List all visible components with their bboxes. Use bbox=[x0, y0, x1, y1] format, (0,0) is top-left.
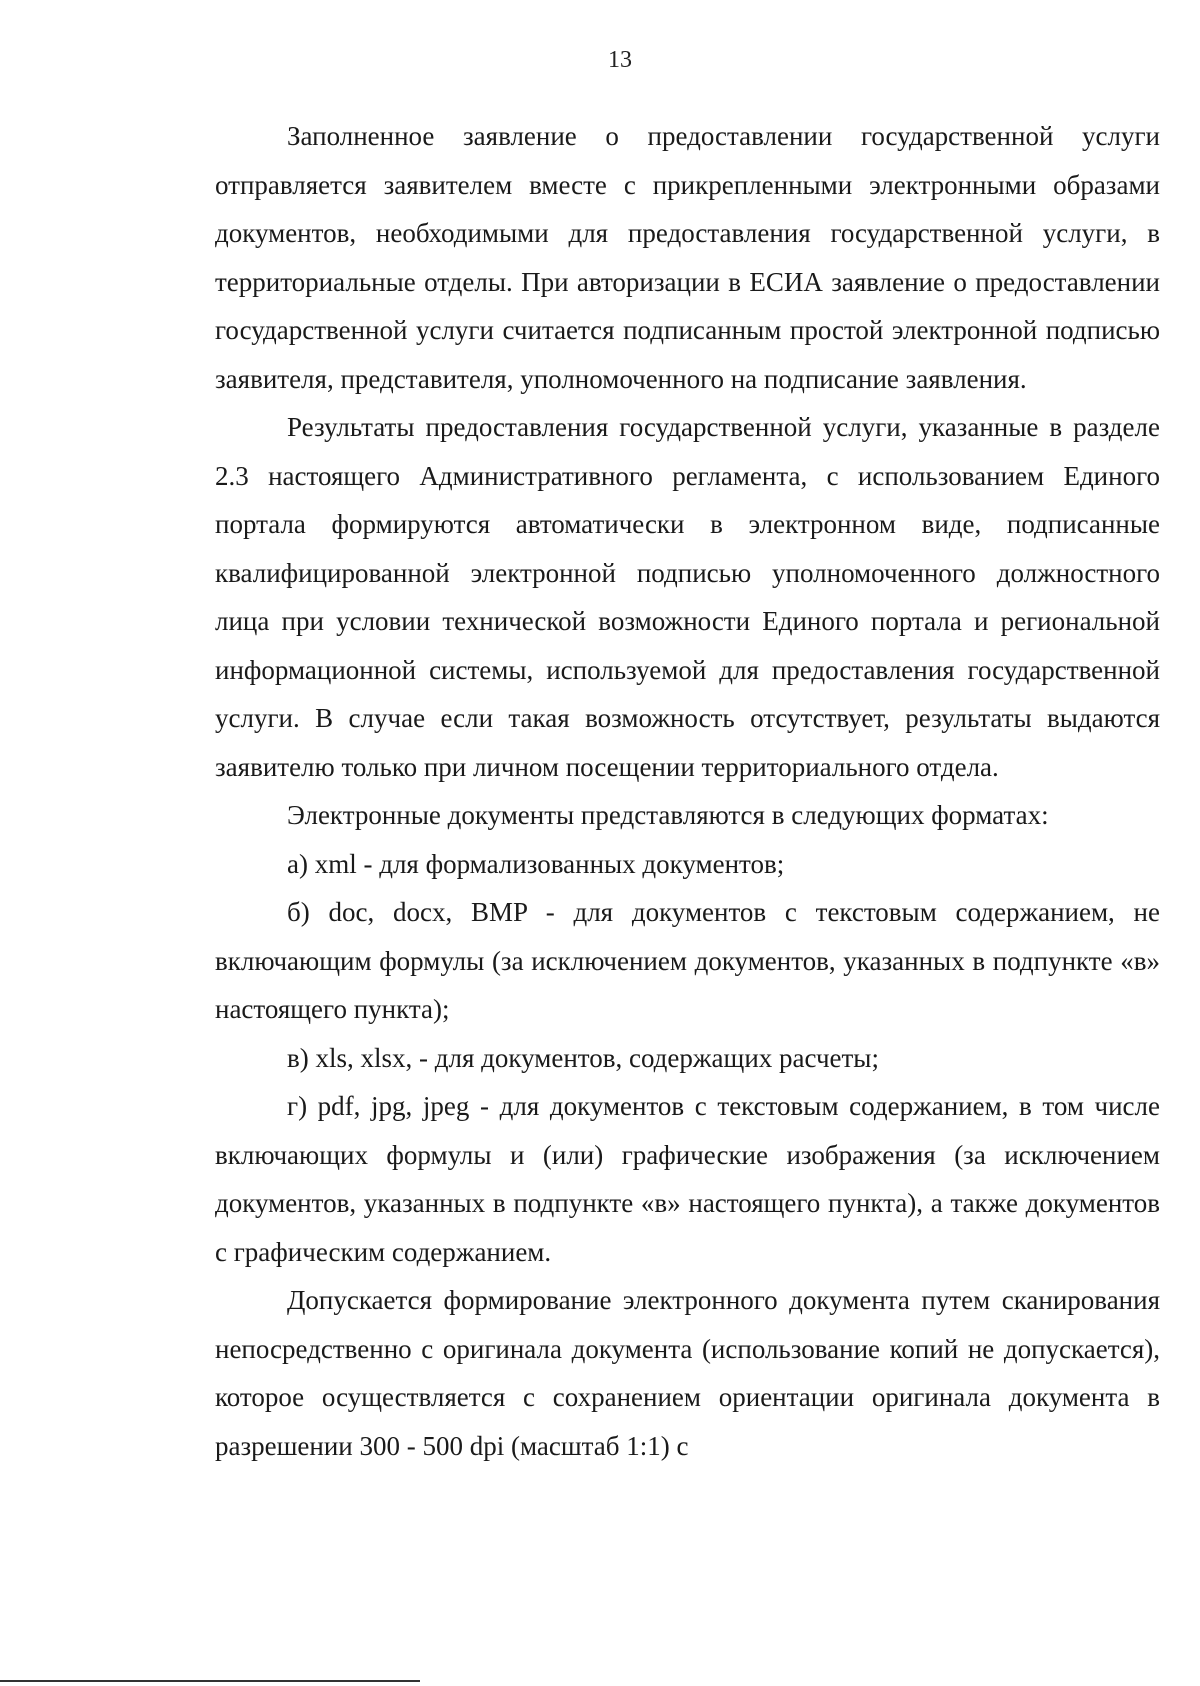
list-item-format-g: г) pdf, jpg, jpeg - для документов с текстовым содержанием, в том числе включающих формулы и (или) графические изображения (за исключением документов, указанных в подпункте «в» настоящего пункта), а также документов с графическим содержанием. bbox=[215, 1091, 1160, 1267]
bottom-rule bbox=[0, 1680, 420, 1682]
paragraph-application-submission: Заполненное заявление о предоставлении государственной услуги отправляется заявителем вместе с прикрепленными электронными образами документов, необходимыми для предоставления государственной услуги, в территориальные отделы. При авторизации в ЕСИА заявление о предоставлении государственной услуги считается подписанным простой электронной подписью заявителя, представителя, уполномоченного на подписание заявления. bbox=[215, 121, 1160, 394]
list-item-format-a: а) xml - для формализованных документов; bbox=[287, 848, 785, 879]
paragraph-scanning: Допускается формирование электронного документа путем сканирования непосредственно с оригинала документа (использование копий не допускается), которое осуществляется с сохранением ориентации оригинала документа в разрешении 300 - 500 dpi (масштаб 1:1) с bbox=[215, 1285, 1160, 1461]
page-number: 13 bbox=[608, 47, 632, 73]
document-body bbox=[215, 112, 1160, 1470]
paragraph-service-results: Результаты предоставления государственной услуги, указанные в разделе 2.3 настоящего Административного регламента, с использованием Единого портала формируются автоматически в электронном виде, подписанные квалифицированной электронной подписью уполномоченного должностного лица при условии технической возможности Единого портала и региональной информационной системы, используемой для предоставления государственной услуги. В случае если такая возможность отсутствует, результаты выдаются заявителю только при личном посещении территориального отдела. bbox=[215, 412, 1160, 782]
paragraph-formats-intro: Электронные документы представляются в следующих форматах: bbox=[287, 800, 1049, 830]
list-item-format-b: б) doc, docx, BMP - для документов с текстовым содержанием, не включающим формулы (за исключением документов, указанных в подпункте «в» настоящего пункта); bbox=[215, 897, 1160, 1024]
list-item-format-v: в) xls, xlsx, - для документов, содержащих расчеты; bbox=[287, 1042, 879, 1073]
